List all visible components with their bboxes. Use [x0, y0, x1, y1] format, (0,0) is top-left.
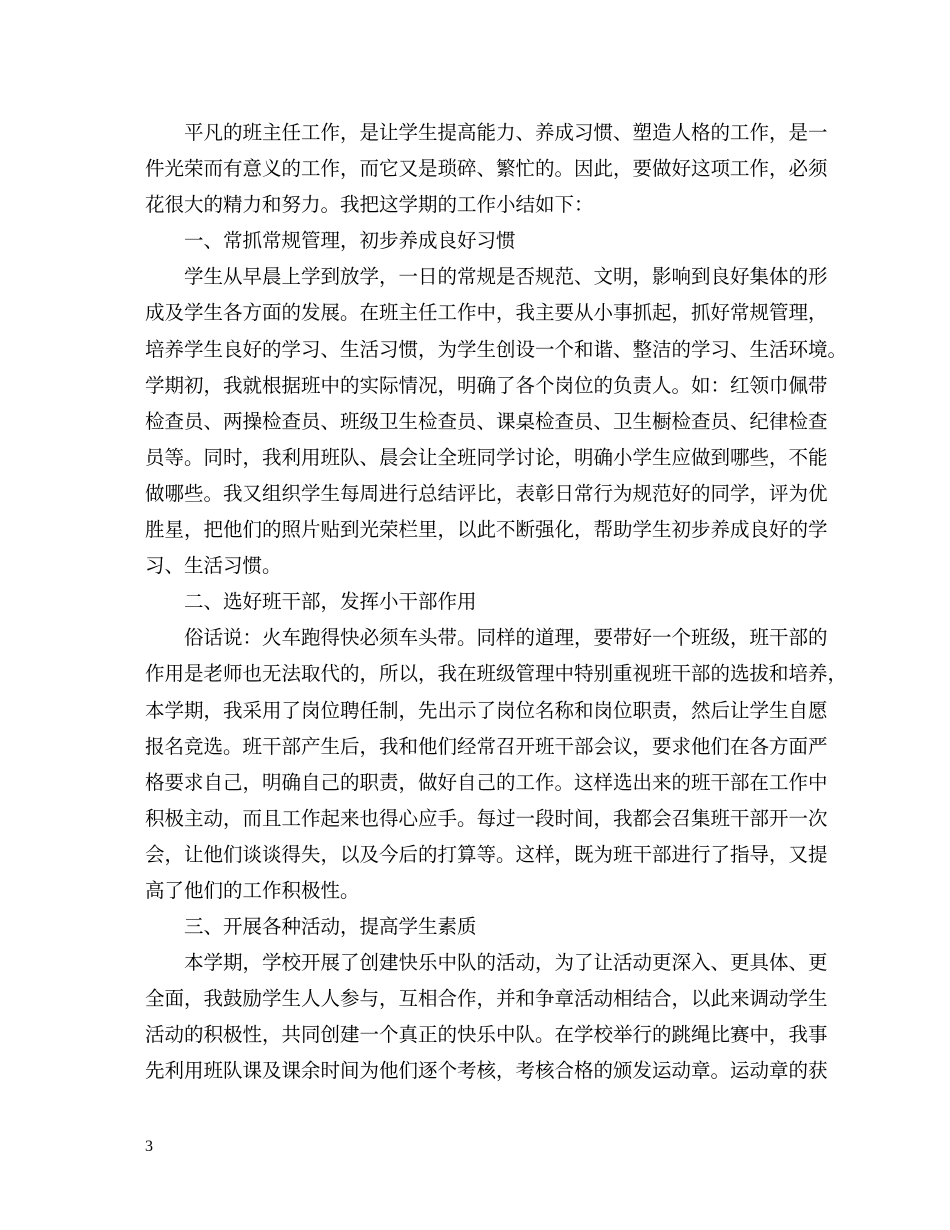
document-body [145, 115, 848, 1090]
paragraph-line: 花很大的精力和努力。我把这学期的工作小结如下： [145, 193, 594, 217]
page-number: 3 [145, 1138, 153, 1155]
paragraph-line: 习、生活习惯。 [145, 554, 282, 578]
paragraph-line: 员等。同时，我利用班队、晨会让全班同学讨论，明确小学生应做到哪些，不能 [145, 445, 828, 469]
paragraph-line: 学期初，我就根据班中的实际情况，明确了各个岗位的负责人。如：红领巾佩带 [145, 373, 828, 397]
paragraph-line: 学生从早晨上学到放学，一日的常规是否规范、文明，影响到良好集体的形 [184, 265, 828, 289]
paragraph-line: 活动的积极性，共同创建一个真正的快乐中队。在学校举行的跳绳比赛中，我事 [145, 1023, 828, 1047]
paragraph-line: 报名竞选。班干部产生后，我和他们经常召开班干部会议，要求他们在各方面严 [145, 734, 828, 758]
paragraph-line: 培养学生良好的学习、生活习惯，为学生创设一个和谐、整洁的学习、生活环境。 [145, 337, 848, 361]
paragraph-line: 全面，我鼓励学生人人参与，互相合作，并和争章活动相结合，以此来调动学生 [145, 987, 828, 1011]
paragraph-line: 检查员、两操检查员、班级卫生检查员、课桌检查员、卫生橱检查员、纪律检查 [145, 409, 828, 433]
paragraph-line: 件光荣而有意义的工作，而它又是琐碎、繁忙的。因此，要做好这项工作，必须 [145, 157, 828, 181]
paragraph-line: 先利用班队课及课余时间为他们逐个考核，考核合格的颁发运动章。运动章的获 [145, 1059, 828, 1083]
paragraph-line: 俗话说：火车跑得快必须车头带。同样的道理，要带好一个班级，班干部的 [184, 626, 828, 650]
paragraph-line: 成及学生各方面的发展。在班主任工作中，我主要从小事抓起，抓好常规管理， [145, 301, 828, 325]
section-heading-1: 一、常抓常规管理，初步养成良好习惯 [184, 229, 516, 253]
paragraph-line: 本学期，学校开展了创建快乐中队的活动，为了让活动更深入、更具体、更 [184, 951, 828, 975]
paragraph-line: 会，让他们谈谈得失，以及今后的打算等。这样，既为班干部进行了指导，又提 [145, 842, 828, 866]
section-heading-2: 二、选好班干部，发挥小干部作用 [184, 590, 477, 614]
section-heading-3: 三、开展各种活动，提高学生素质 [184, 915, 477, 939]
paragraph-line: 高了他们的工作积极性。 [145, 878, 360, 902]
paragraph-line: 做哪些。我又组织学生每周进行总结评比，表彰日常行为规范好的同学，评为优 [145, 481, 828, 505]
paragraph-line: 胜星，把他们的照片贴到光荣栏里，以此不断强化，帮助学生初步养成良好的学 [145, 518, 828, 542]
paragraph-line: 本学期，我采用了岗位聘任制，先出示了岗位名称和岗位职责，然后让学生自愿 [145, 698, 828, 722]
paragraph-line: 作用是老师也无法取代的，所以，我在班级管理中特别重视班干部的选拔和培养， [145, 662, 848, 686]
paragraph-line: 格要求自己，明确自己的职责，做好自己的工作。这样选出来的班干部在工作中 [145, 770, 828, 794]
paragraph-line: 积极主动，而且工作起来也得心应手。每过一段时间，我都会召集班干部开一次 [145, 806, 828, 830]
paragraph-line: 平凡的班主任工作，是让学生提高能力、养成习惯、塑造人格的工作，是一 [184, 121, 828, 144]
